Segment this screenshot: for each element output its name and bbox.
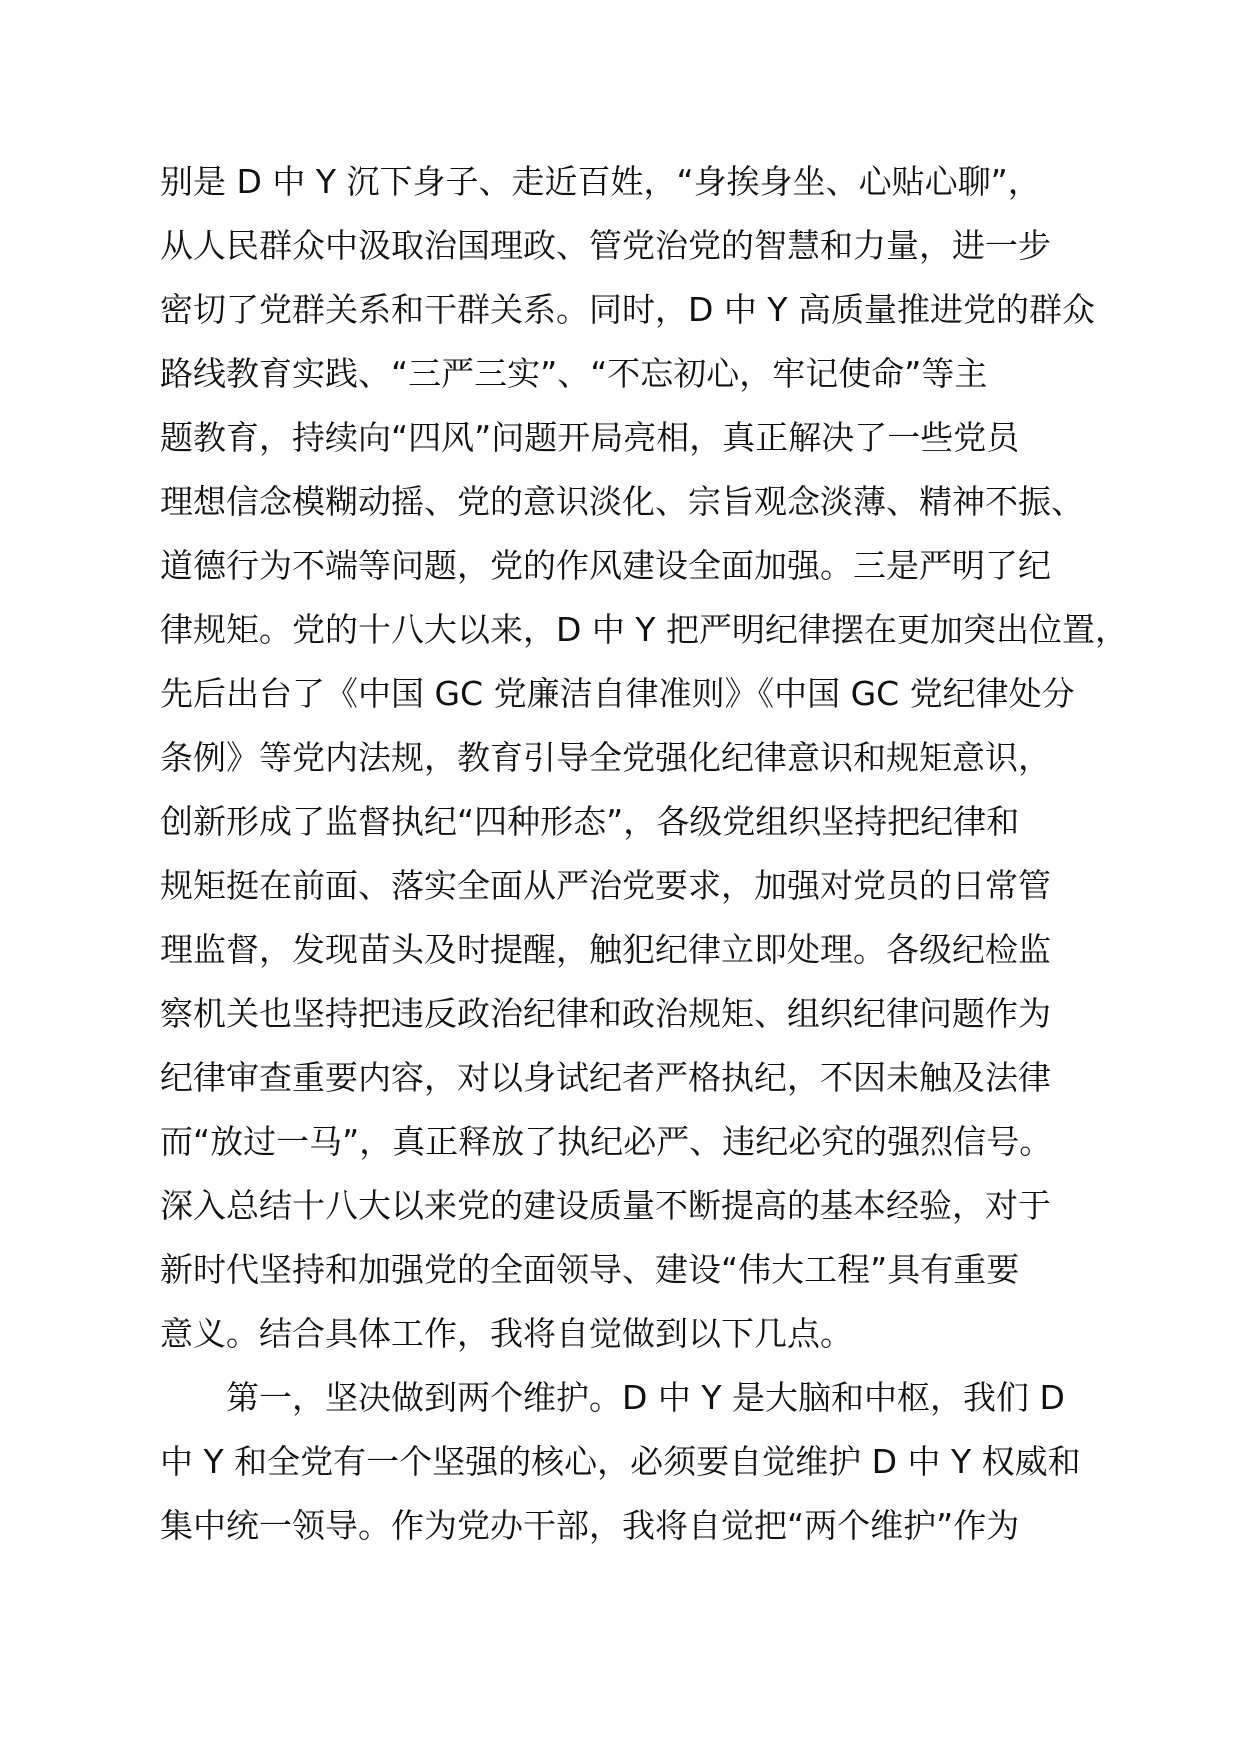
text-line: 新时代坚持和加强党的全面领导、建设“伟大工程”具有重要 (160, 1250, 1020, 1289)
text-line: 题教育，持续向“四风”问题开局亮相，真正解决了一些党员 (160, 418, 1020, 457)
text-line: 纪律审查重要内容，对以身试纪者严格执纪，不因未触及法律 (160, 1058, 1051, 1097)
text-line: 意义。结合具体工作，我将自觉做到以下几点。 (160, 1314, 853, 1353)
text-line: 而“放过一马”，真正释放了执纪必严、违纪必究的强烈信号。 (160, 1122, 1053, 1161)
text-line: 从人民群众中汲取治国理政、管党治党的智慧和力量，进一步 (160, 226, 1051, 265)
text-line: 集中统一领导。作为党办干部，我将自觉把“两个维护”作为 (160, 1506, 1020, 1545)
text-line: 理监督，发现苗头及时提醒，触犯纪律立即处理。各级纪检监 (160, 930, 1051, 969)
text-line: 理想信念模糊动摇、党的意识淡化、宗旨观念淡薄、精神不振、 (160, 482, 1084, 521)
text-line: 深入总结十八大以来党的建设质量不断提高的基本经验，对于 (160, 1186, 1051, 1225)
text-line: 先后出台了《中国 GC 党廉洁自律准则》《中国 GC 党纪律处分 (160, 674, 1075, 713)
text-line: 察机关也坚持把违反政治纪律和政治规矩、组织纪律问题作为 (160, 994, 1051, 1033)
text-line: 创新形成了监督执纪“四种形态”，各级党组织坚持把纪律和 (160, 802, 1020, 841)
text-line: 道德行为不端等问题，党的作风建设全面加强。三是严明了纪 (160, 546, 1051, 585)
body-text (160, 150, 1129, 1558)
text-line: 中 Y 和全党有一个坚强的核心，必须要自觉维护 D 中 Y 权威和 (160, 1442, 1081, 1481)
text-line: 规矩挺在前面、落实全面从严治党要求，加强对党员的日常管 (160, 866, 1051, 905)
text-line: 条例》等党内法规，教育引导全党强化纪律意识和规矩意识， (160, 738, 1051, 777)
text-line: 密切了党群关系和干群关系。同时，D 中 Y 高质量推进党的群众 (160, 290, 1096, 329)
text-line: 律规矩。党的十八大以来，D 中 Y 把严明纪律摆在更加突出位置， (160, 610, 1129, 649)
text-line: 别是 D 中 Y 沉下身子、走近百姓，“身挨身坐、心贴心聊”， (160, 162, 1041, 201)
paragraph-first-line: 第一，坚决做到两个维护。D 中 Y 是大脑和中枢，我们 D (226, 1378, 1065, 1417)
text-line: 路线教育实践、“三严三实”、“不忘初心，牢记使命”等主 (160, 354, 988, 393)
